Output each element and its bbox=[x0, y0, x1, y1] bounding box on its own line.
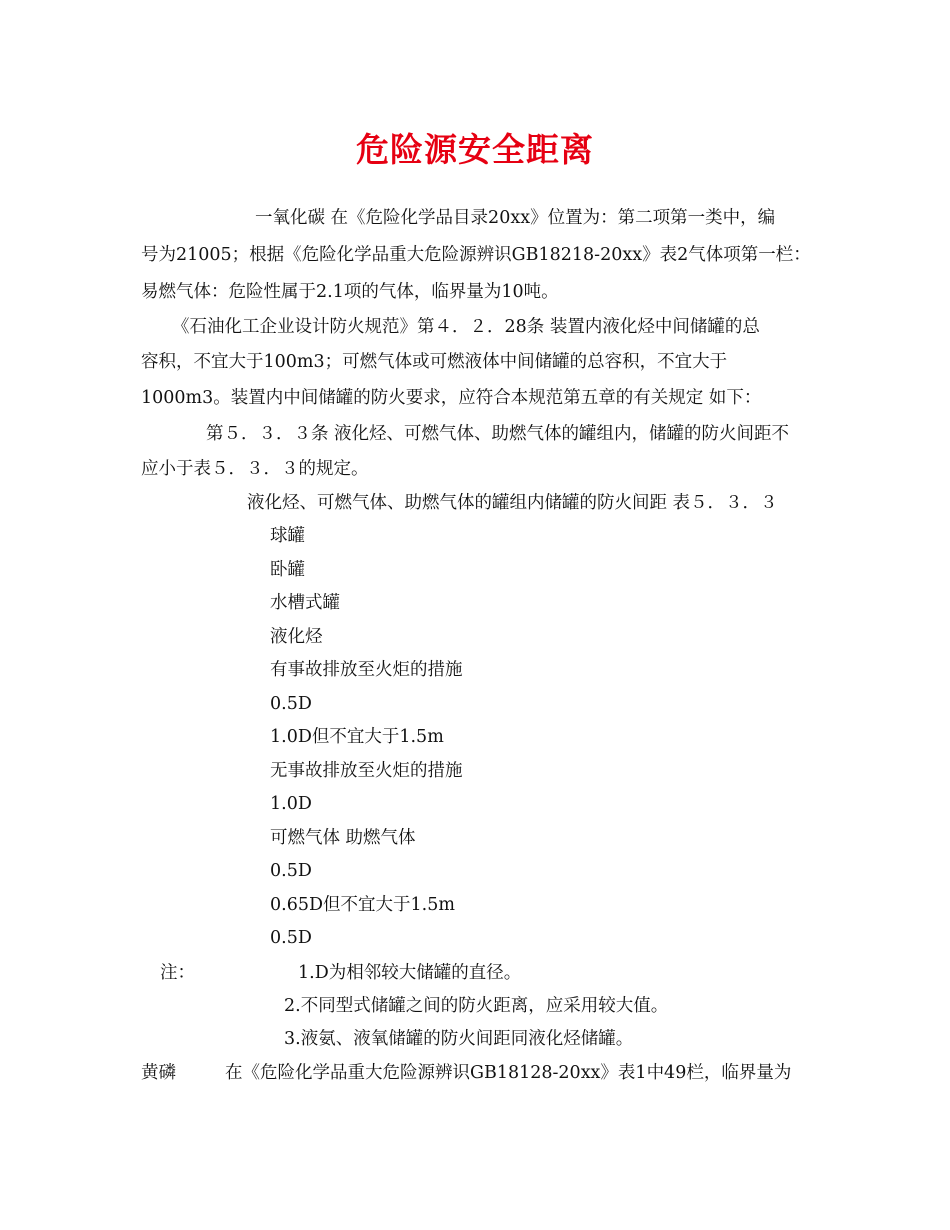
para1-line2: 号为21005；根据《危险化学品重大危险源辨识GB18218-20xx》表2气体项第一栏： bbox=[141, 245, 811, 265]
table-cell: 球罐 bbox=[270, 526, 305, 546]
table-cell: 有事故排放至火炬的措施 bbox=[270, 660, 463, 680]
para3-line1: 第５．３．３条 液化烃、可燃气体、助燃气体的罐组内，储罐的防火间距不 bbox=[206, 424, 790, 444]
note-2: 2.不同型式储罐之间的防火距离，应采用较大值。 bbox=[284, 996, 669, 1016]
note-1: 1.D为相邻较大储罐的直径。 bbox=[298, 963, 522, 983]
table-cell: 0.5D bbox=[270, 861, 312, 881]
para2-line1: 《石油化工企业设计防火规范》第４．２．28条 装置内液化烃中间储罐的总 bbox=[172, 317, 760, 337]
para2-line2: 容积，不宜大于100m3；可燃气体或可燃液体中间储罐的总容积，不宜大于 bbox=[141, 352, 728, 372]
table-cell: 液化烃 bbox=[270, 626, 323, 647]
table-cell: 0.5D bbox=[270, 693, 312, 714]
table-cell: 无事故排放至火炬的措施 bbox=[270, 760, 463, 781]
table-cell: 1.0D bbox=[270, 794, 312, 814]
last-line-text: 在《危险化学品重大危险源辨识GB18128-20xx》表1中49栏，临界量为 bbox=[225, 1063, 792, 1083]
document-title: 危险源安全距离 bbox=[356, 130, 594, 169]
notes-label: 注： bbox=[160, 963, 195, 983]
table-cell: 0.65D但不宜大于1.5m bbox=[270, 894, 455, 915]
table-cell: 0.5D bbox=[270, 928, 312, 948]
table-cell: 1.0D但不宜大于1.5m bbox=[270, 727, 444, 747]
table-cell: 卧罐 bbox=[270, 559, 305, 580]
table-cells bbox=[270, 525, 463, 961]
para3-line2: 应小于表５．３．３的规定。 bbox=[141, 459, 369, 479]
last-line-term: 黄磷 bbox=[141, 1063, 176, 1083]
table-cell: 水槽式罐 bbox=[270, 593, 340, 613]
para2-line3: 1000m3。装置内中间储罐的防火要求，应符合本规范第五章的有关规定 如下： bbox=[141, 388, 762, 408]
para1-line3: 易燃气体：危险性属于2.1项的气体，临界量为10吨。 bbox=[141, 282, 559, 302]
note-3: 3.液氨、液氧储罐的防火间距同液化烃储罐。 bbox=[284, 1029, 634, 1049]
table-cell: 可燃气体 助燃气体 bbox=[270, 827, 416, 848]
para1-line1: 一氧化碳 在《危险化学品目录20xx》位置为：第二项第一类中，编 bbox=[255, 208, 776, 228]
table-caption: 液化烃、可燃气体、助燃气体的罐组内储罐的防火间距 表５．３．３ bbox=[247, 493, 778, 513]
